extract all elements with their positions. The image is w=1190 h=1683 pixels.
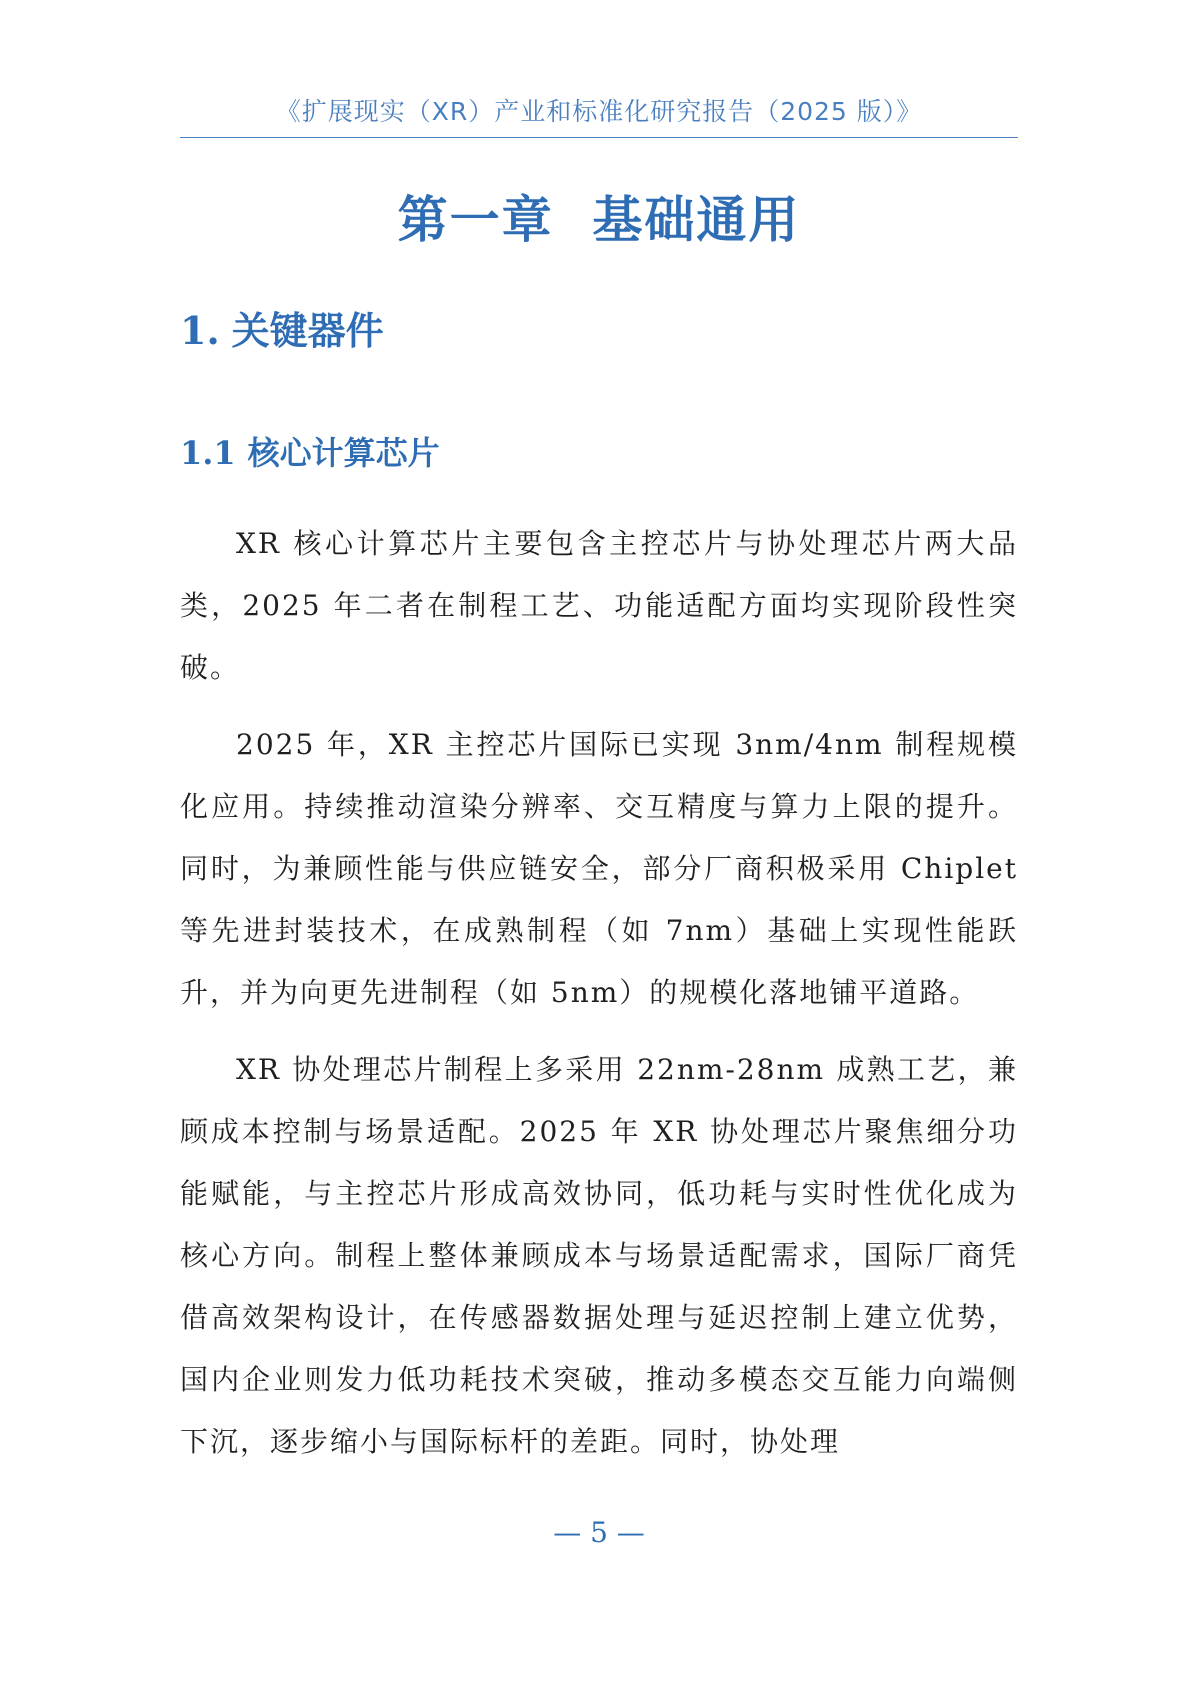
paragraph: XR 协处理芯片制程上多采用 22nm-28nm 成熟工艺，兼顾成本控制与场景适配。2025 年 XR 协处理芯片聚焦细分功能赋能，与主控芯片形成高效协同，低功耗与实时性优化成为核心方向。制程上整体兼顾成本与场景适配需求，国际厂商凭借高效架构设计，在传感器数据处理与延迟控制上建立优势，国内企业则发力低功耗技术突破，推动多模态交互能力向端侧下沉，逐步缩小与国际标杆的差距。同时，协处理 [180, 1053, 1018, 1458]
section-title: 关键器件 [231, 309, 384, 353]
page-number: — 5 — [553, 1516, 645, 1549]
subsection-title: 核心计算芯片 [247, 434, 440, 472]
subsection-heading [180, 428, 440, 474]
paragraph: XR 核心计算芯片主要包含主控芯片与协处理芯片两大品类，2025 年二者在制程工艺、功能适配方面均实现阶段性突破。 [180, 527, 1018, 684]
header-rule [180, 137, 1018, 138]
section-heading [180, 300, 384, 355]
body-text [180, 513, 1018, 1488]
paragraph: 2025 年，XR 主控芯片国际已实现 3nm/4nm 制程规模化应用。持续推动渲染分辨率、交互精度与算力上限的提升。同时，为兼顾性能与供应链安全，部分厂商积极采用 Chiplet 等先进封装技术，在成熟制程（如 7nm）基础上实现性能跃升，并为向更先进制程（如 5nm）的规模化落地铺平道路。 [180, 728, 1018, 1009]
subsection-number: 1.1 [180, 434, 236, 472]
running-header: 《扩展现实（XR）产业和标准化研究报告（2025 版）》 [275, 97, 923, 126]
section-number: 1. [180, 308, 220, 353]
chapter-title: 第一章 基础通用 [397, 191, 801, 249]
